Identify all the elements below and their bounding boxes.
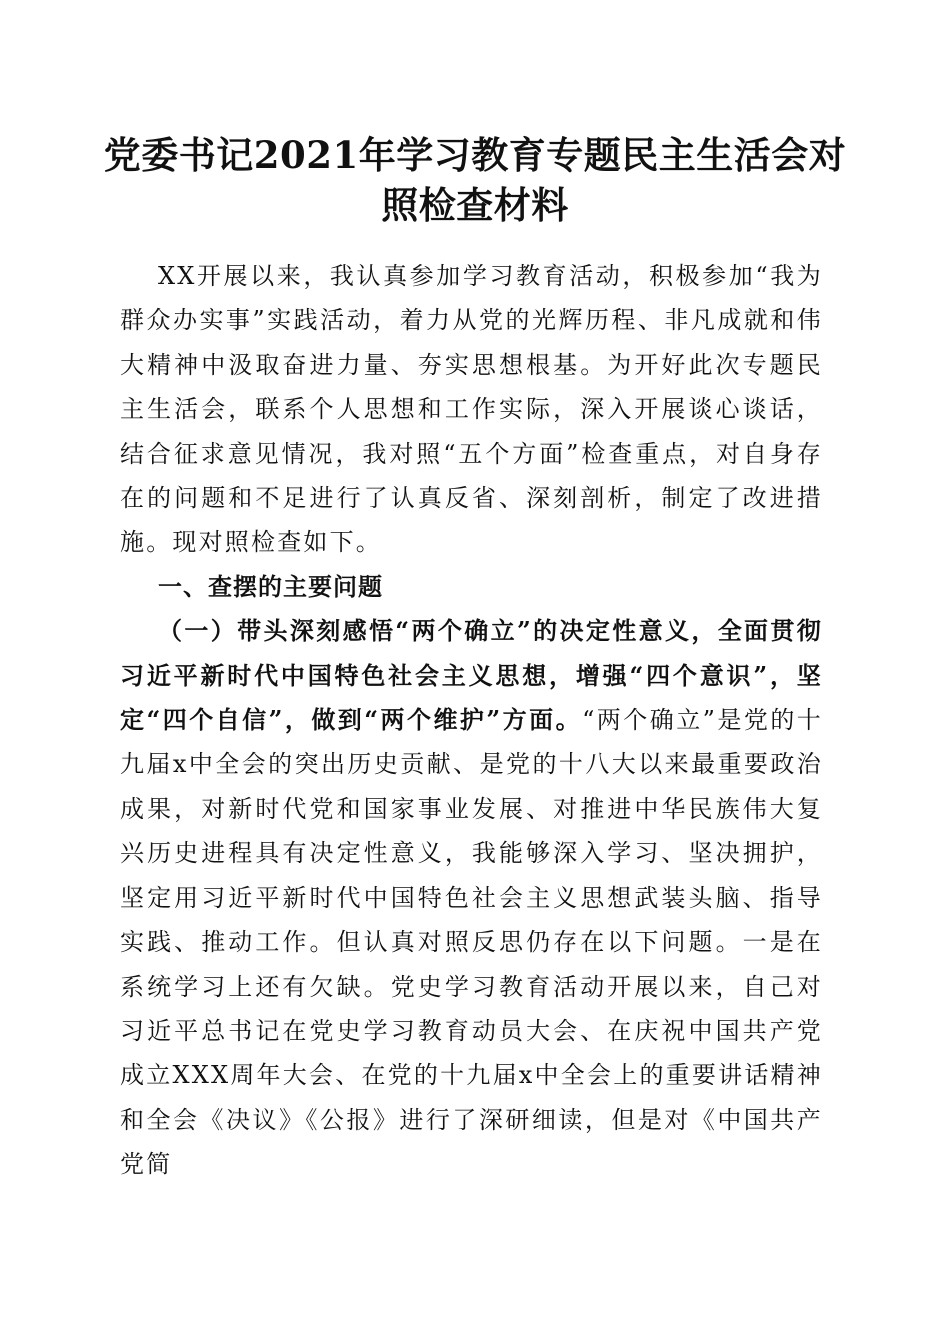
section-heading-main-problems: 一、查摆的主要问题 (158, 572, 383, 601)
subsection-paragraph-1 (120, 609, 823, 1186)
document-body (120, 254, 823, 1187)
document-title: 党委书记2021年学习教育专题民主生活会对照检查材料 (103, 133, 847, 227)
subsection-heading-1: （一）带头深刻感悟“两个确立”的决定性意义，全面贯彻习近平新时代中国特色社会主义思想，增强“四个意识”，坚定“四个自信”，做到“两个维护”方面。 (120, 616, 823, 735)
subsection-body-1: “两个确立”是党的十九届x中全会的突出历史贡献、是党的十八大以来最重要政治成果，对新时代党和国家事业发展、对推进中华民族伟大复兴历史进程具有决定性意义，我能够深入学习、坚决拥护，坚定用习近平新时代中国特色社会主义思想武装头脑、指导实践、推动工作。但认真对照反思仍存在以下问题。一是在系统学习上还有欠缺。党史学习教育活动开展以来，自己对习近平总书记在党史学习教育动员大会、在庆祝中国共产党成立XXX周年大会、在党的十九届x中全会上的重要讲话精神和全会《决议》《公报》进行了深研细读，但是对《中国共产党简 (120, 706, 823, 1179)
intro-paragraph: XX开展以来，我认真参加学习教育活动，积极参加“我为群众办实事”实践活动，着力从党的光辉历程、非凡成就和伟大精神中汲取奋进力量、夯实思想根基。为开好此次专题民主生活会，联系个人思想和工作实际，深入开展谈心谈话，结合征求意见情况，我对照“五个方面”检查重点，对自身存在的问题和不足进行了认真反省、深刻剖析，制定了改进措施。现对照检查如下。 (120, 262, 823, 557)
